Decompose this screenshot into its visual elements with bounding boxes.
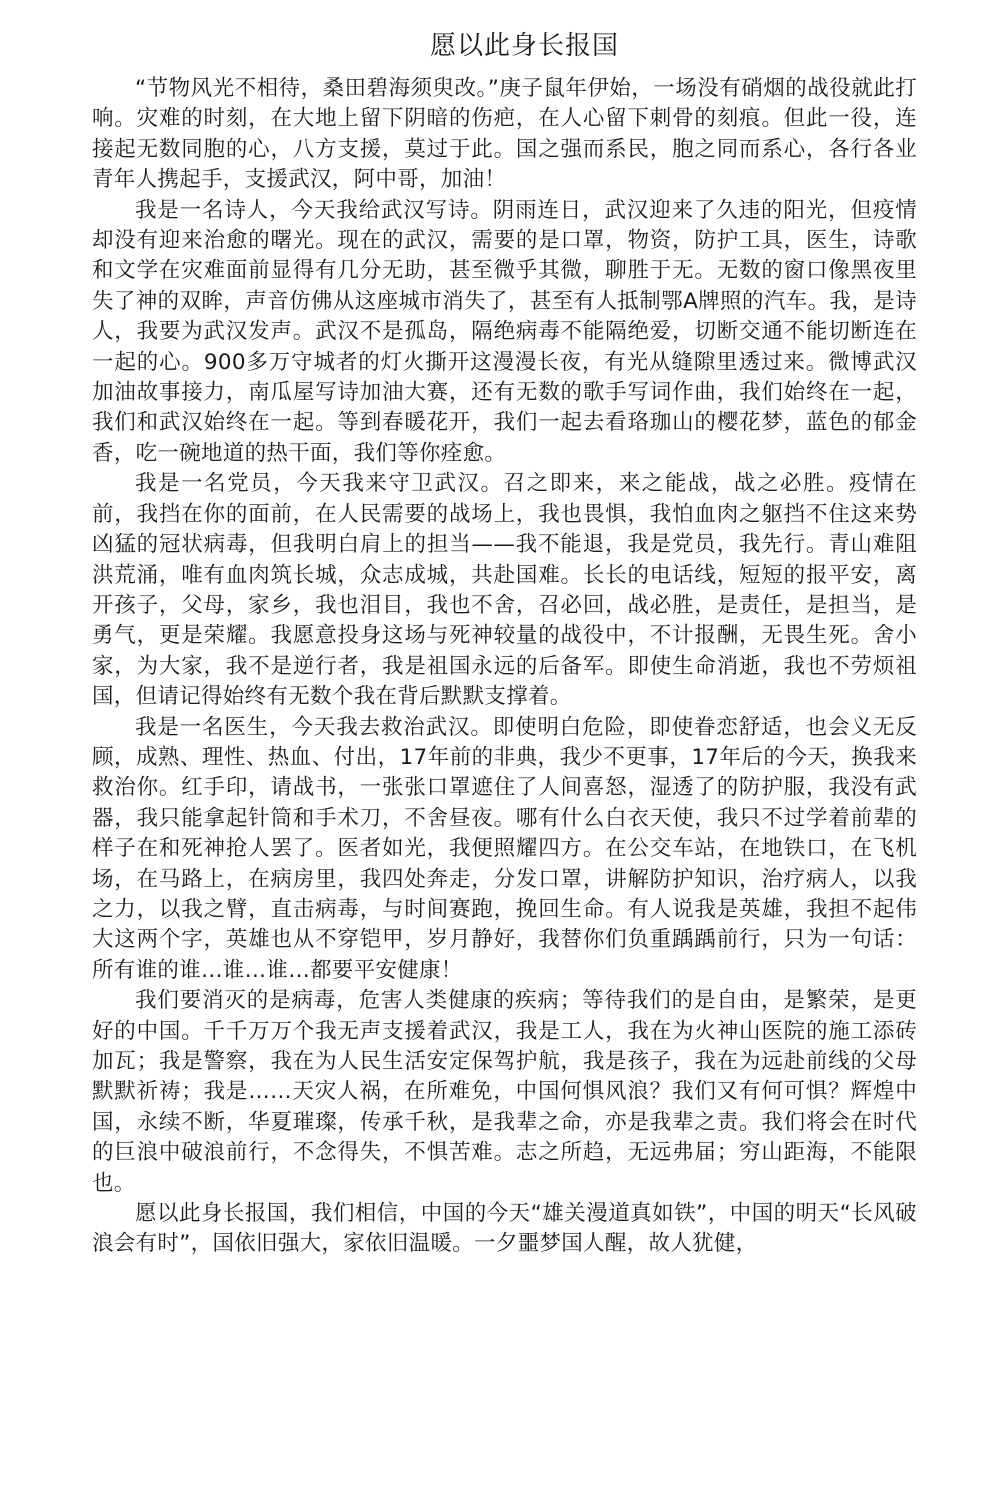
paragraph-doctor: 我是一名医生，今天我去救治武汉。即使明白危险，即使眷恋舒适，也会义无反顾，成熟、理性、热血、付出，17年前的非典，我少不更事，17年后的今天，换我来救治你。红手印，请战书，一张张口罩遮住了人间喜怒，湿透了的防护服，我没有武器，我只能拿起针筒和手术刀，不舍昼夜。哪有什么白衣天使，我只不过学着前辈的样子在和死神抢人罢了。医者如光，我便照耀四方。在公交车站，在地铁口，在飞机场，在马路上，在病房里，我四处奔走，分发口罩，讲解防护知识，治疗病人，以我之力，以我之臂，直击病毒，与时间赛跑，挽回生命。有人说我是英雄，我担不起伟大这两个字，英雄也从不穿铠甲，岁月静好，我替你们负重踽踽前行，只为一句话：所有谁的谁…谁…谁…都要平安健康！ (92, 714, 917, 983)
paragraph-everyone: 我们要消灭的是病毒，危害人类健康的疾病；等待我们的是自由，是繁荣，是更好的中国。千千万万个我无声支援着武汉，我是工人，我在为火神山医院的施工添砖加瓦；我是警察，我在为人民生活安定保驾护航，我是孩子，我在为远赴前线的父母默默祈祷；我是……天灾人祸，在所难免，中国何惧风浪？我们又有何可惧？辉煌中国，永续不断，华夏璀璨，传承千秋，是我辈之命，亦是我辈之责。我们将会在时代的巨浪中破浪前行，不念得失，不惧苦难。志之所趋，无远弗届；穷山距海，不能限也。 (92, 988, 917, 1196)
paragraph-intro: “节物风光不相待，桑田碧海须臾改。”庚子鼠年伊始，一场没有硝烟的战役就此打响。灾难的时刻，在大地上留下阴暗的伤疤，在人心留下刺骨的刻痕。但此一役，连接起无数同胞的心，八方支援，莫过于此。国之强而系民，胞之同而系心，各行各业青年人携起手，支援武汉，阿中哥，加油！ (92, 76, 917, 193)
paragraph-poet: 我是一名诗人，今天我给武汉写诗。阴雨连日，武汉迎来了久违的阳光，但疫情却没有迎来治愈的曙光。现在的武汉，需要的是口罩，物资，防护工具，医生，诗歌和文学在灾难面前显得有几分无助，甚至微乎其微，聊胜于无。无数的窗口像黑夜里失了神的双眸，声音仿佛从这座城市消失了，甚至有人抵制鄂A牌照的汽车。我，是诗人，我要为武汉发声。武汉不是孤岛，隔绝病毒不能隔绝爱，切断交通不能切断连在一起的心。900多万守城者的灯火撕开这漫漫长夜，有光从缝隙里透过来。微博武汉加油故事接力，南瓜屋写诗加油大赛，还有无数的歌手写词作曲，我们始终在一起，我们和武汉始终在一起。等到春暖花开，我们一起去看珞珈山的樱花梦，蓝色的郁金香，吃一碗地道的热干面，我们等你痊愈。 (92, 197, 917, 466)
paragraph-closing: 愿以此身长报国，我们相信，中国的今天“雄关漫道真如铁”，中国的明天“长风破浪会有时”，国依旧强大，家依旧温暖。一夕噩梦国人醒，故人犹健， (92, 1201, 917, 1257)
paragraph-party-member: 我是一名党员，今天我来守卫武汉。召之即来，来之能战，战之必胜。疫情在前，我挡在你的面前，在人民需要的战场上，我也畏惧，我怕血肉之躯挡不住这来势凶猛的冠状病毒，但我明白肩上的担当——我不能退，我是党员，我先行。青山难阻洪荒涌，唯有血肉筑长城，众志成城，共赴国难。长长的电话线，短短的报平安，离开孩子，父母，家乡，我也泪目，我也不舍，召必回，战必胜，是责任，是担当，是勇气，更是荣耀。我愿意投身这场与死神较量的战役中，不计报酬，无畏生死。舍小家，为大家，我不是逆行者，我是祖国永远的后备军。即使生命消逝，我也不劳烦祖国，但请记得始终有无数个我在背后默默支撑着。 (92, 471, 917, 710)
document-title: 愿以此身长报国 (429, 31, 619, 61)
